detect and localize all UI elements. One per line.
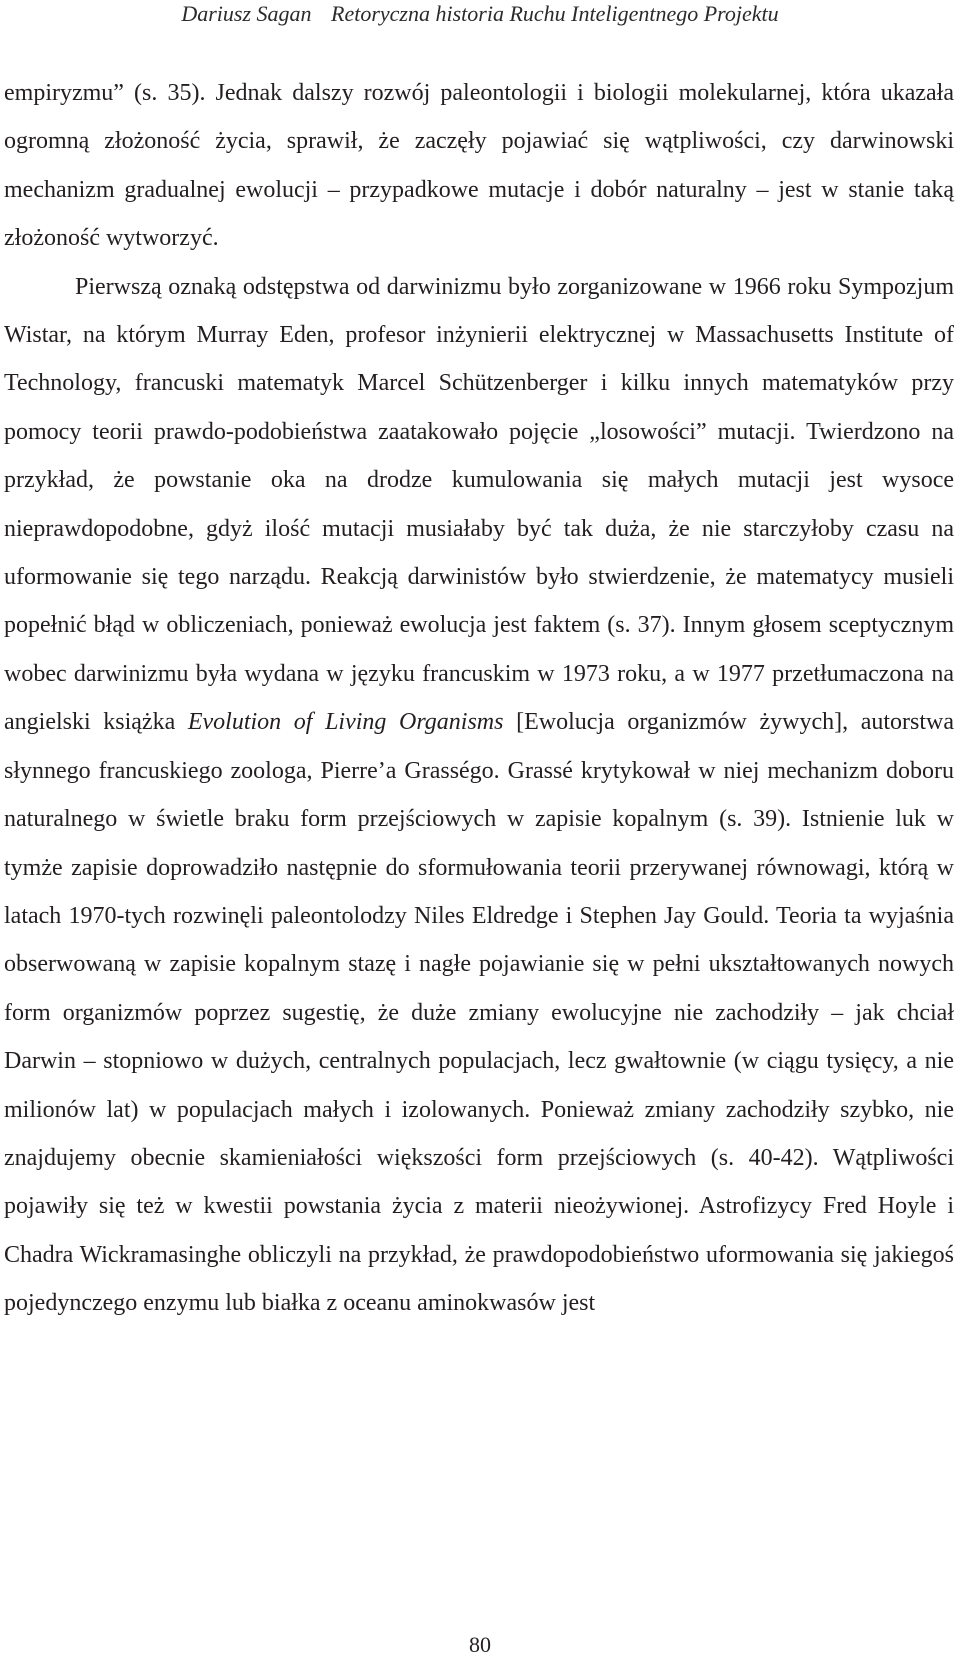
paragraph-continuation: empiryzmu” (s. 35). Jednak dalszy rozwój paleontologii i biologii molekularnej, która ukazała ogromną złożoność życia, sprawił, że zaczęły pojawiać się wątpliwości, czy darwinowski mechanizm gradualnej ewolucji – przypadkowe mutacje i dobór naturalny – jest w stanie taką złożoność wytworzyć.: [4, 80, 954, 252]
paragraph-main: [4, 263, 954, 1328]
book-title: Evolution of Living Organisms: [187, 709, 504, 736]
header-title: Retoryczna historia Ruchu Inteligentnego Projektu: [331, 1, 779, 26]
paragraph-main-part1: Pierwszą oznaką odstępstwa od darwinizmu było zorganizowane w 1966 roku Sympozjum Wistar, na którym Murray Eden, profesor inżynierii elektrycznej w Massachusetts Institute of Technology, francuski matematyk Marcel Schützenberger i kilku innych matematyków przy pomocy teorii prawdo-podobieństwa zaatakowało pojęcie „losowości” mutacji. Twierdzono na przykład, że powstanie oka na drodze kumulowania się małych mutacji jest wysoce nieprawdopodobne, gdyż ilość mutacji musiałaby być tak duża, że nie starczyłoby czasu na uformowanie się tego narządu. Reakcją darwinistów było stwierdzenie, że matematycy musieli popełnić błąd w obliczeniach, ponieważ ewolucja jest faktem (s. 37). Innym głosem sceptycznym wobec darwinizmu była wydana w języku francuskim w 1973 roku, a w 1977 przetłumaczona na angielski książka: [4, 273, 954, 736]
paragraph-main-part2: [Ewolucja organizmów żywych], autorstwa słynnego francuskiego zoologa, Pierre’a Grasségo. Grassé krytykował w niej mechanizm doboru naturalnego w świetle braku form przejściowych w zapisie kopalnym (s. 39). Istnienie luk w tymże zapisie doprowadziło następnie do sformułowania teorii przerywanej równowagi, którą w latach 1970-tych rozwinęli paleontolodzy Niles Eldredge i Stephen Jay Gould. Teoria ta wyjaśnia obserwowaną w zapisie kopalnym stazę i nagłe pojawianie się w pełni ukształtowanych nowych form organizmów poprzez sugestię, że duże zmiany ewolucyjne nie zachodziły – jak chciał Darwin – stopniowo w dużych, centralnych populacjach, lecz gwałtownie (w ciągu tysięcy, a nie milionów lat) w populacjach małych i izolowanych. Ponieważ zmiany zachodziły szybko, nie znajdujemy obecnie skamieniałości większości form przejściowych (s. 40-42). Wątpliwości pojawiły się też w kwestii powstania życia z materii nieożywionej. Astrofizycy Fred Hoyle i Chadra Wickramasinghe obliczyli na przykład, że prawdopodobieństwo uformowania się jakiegoś pojedynczego enzymu lub białka z oceanu aminokwasów jest: [4, 709, 955, 1317]
running-header: [0, 0, 960, 27]
body-text: [4, 69, 954, 1328]
page-number: 80: [469, 1632, 491, 1657]
header-author: Dariusz Sagan: [181, 1, 312, 26]
